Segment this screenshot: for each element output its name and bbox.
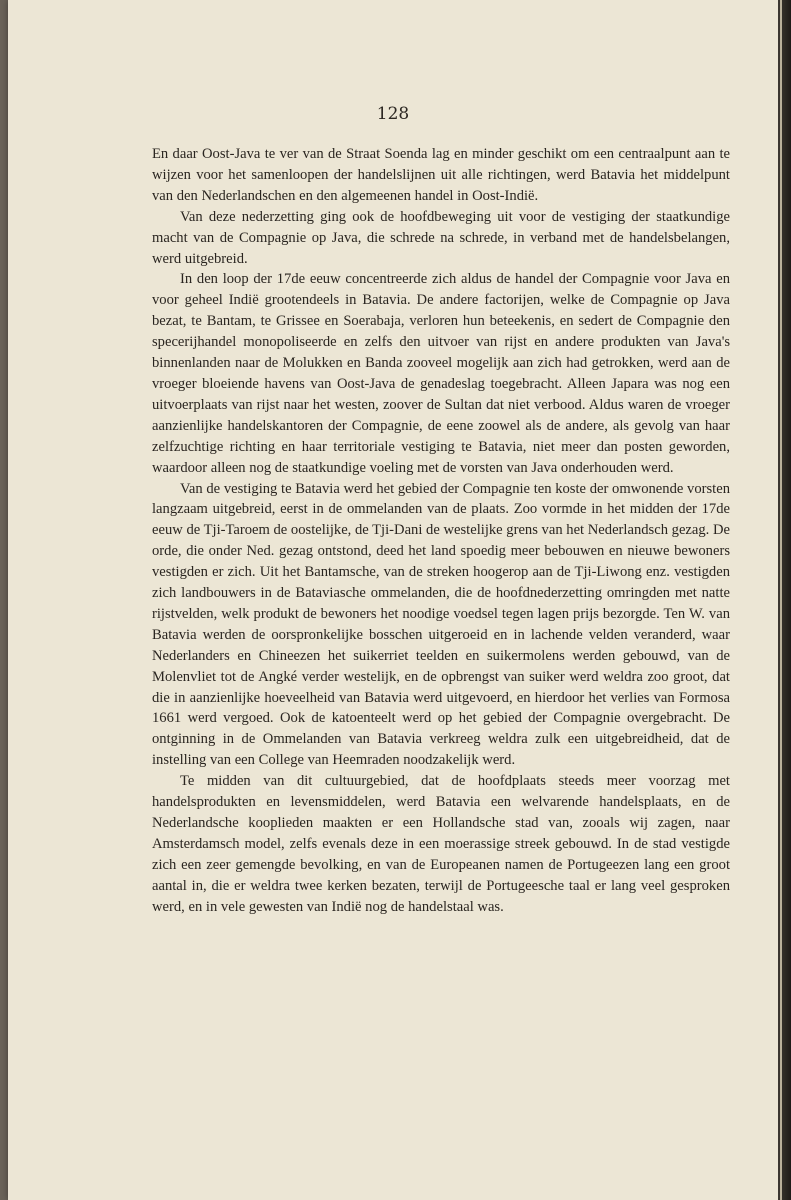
book-page	[8, 0, 778, 1200]
page-number: 128	[376, 104, 410, 124]
paragraph: In den loop der 17de eeuw concentreerde zich aldus de handel der Compagnie voor Java en voor geheel Indië grootendeels in Batavia. De andere factorijen, welke de Compagnie op Java bezat, te Bantam, te Grissee en Soerabaja, verloren hun beteekenis, en sedert de Compagnie den specerijhandel monopoliseerde en zelfs den uitvoer van rijst en andere produkten van Java's binnenlanden naar de Molukken en Banda zooveel mogelijk aan zich had getrokken, werd aan de vroeger bloeiende havens van Oost-Java de genadeslag toegebracht. Alleen Japara was nog een uitvoerplaats van rijst naar het westen, zoover de Sultan dat niet verbood. Aldus waren de vroeger aanzienlijke handelskantoren der Compagnie, de eene zoowel als de andere, als gevolg van haar zelfzuchtige richting en haar territoriale vestiging te Batavia, niet meer dan posten geworden, waardoor alleen nog de staatkundige voeling met de vorsten van Java onderhouden werd.	[152, 271, 730, 476]
paragraph: Van deze nederzetting ging ook de hoofdbeweging uit voor de vestiging der staatkundige macht van de Compagnie op Java, die schrede na schrede, in verband met de handelsbelangen, werd uitgebreid.	[152, 208, 730, 267]
paragraph: Van de vestiging te Batavia werd het gebied der Compagnie ten koste der omwonende vorsten langzaam uitgebreid, eerst in de ommelanden van de plaats. Zoo vormde in het midden der 17de eeuw de Tji-Taroem de oostelijke, de Tji-Dani de westelijke grens van het Nederlandsch gezag. De orde, die onder Ned. gezag ontstond, deed het land spoedig meer bebouwen en nieuwe bewoners vestigden er zich. Uit het Bantamsche, van de streken hoogerop aan de Tji-Liwong enz. vestigden zich landbouwers in de Bataviasche ommelanden, die de hoofdnederzetting omringden met natte rijstvelden, welk produkt de bewoners het noodige voedsel tegen lagen prijs bezorgde. Ten W. van Batavia werden de oorspronkelijke bosschen uitgeroeid en in lachende velden veranderd, waar Nederlanders en Chineezen het suikerriet teelden en suikermolens werden gebouwd, van de Molenvliet tot de Angké verder westelijk, en de opbrengst van suiker werd weldra zoo groot, dat die in aanzienlijke hoeveelheid van Batavia werd uitgevoerd, en hierdoor het verlies van Formosa 1661 werd vergoed. Ook de katoenteelt werd op het gebied der Compagnie overgebracht. De ontginning in de Ommelanden van Batavia verkreeg weldra zulk een uitgebreidheid, dat de instelling van een College van Heemraden noodzakelijk werd.	[152, 480, 730, 769]
paragraph: Te midden van dit cultuurgebied, dat de hoofdplaats steeds meer voorzag met handelsprodukten en levensmiddelen, werd Batavia een welvarende handelsplaats, en de Nederlandsche kooplieden maakten er een Hollandsche stad van, zooals wij zagen, naar Amsterdamsch model, zelfs evenals deze in een moerassige streek gebouwd. In de stad vestigde zich een zeer gemengde bevolking, en van de Europeanen namen de Portugeezen lang een groot aantal in, die er weldra twee kerken bezaten, terwijl de Portugeesche taal er lang veel gesproken werd, en in vele gewesten van Indië nog de handelstaal was.	[152, 773, 730, 915]
body-text	[152, 144, 730, 918]
page-edge-line	[780, 0, 782, 1200]
paragraph: En daar Oost-Java te ver van de Straat Soenda lag en minder geschikt om een centraalpunt aan te wijzen voor het samenloopen der handelslijnen uit alle richtingen, werd Batavia het middelpunt van den Nederlandschen en den algemeenen handel in Oost-Indië.	[152, 146, 730, 204]
